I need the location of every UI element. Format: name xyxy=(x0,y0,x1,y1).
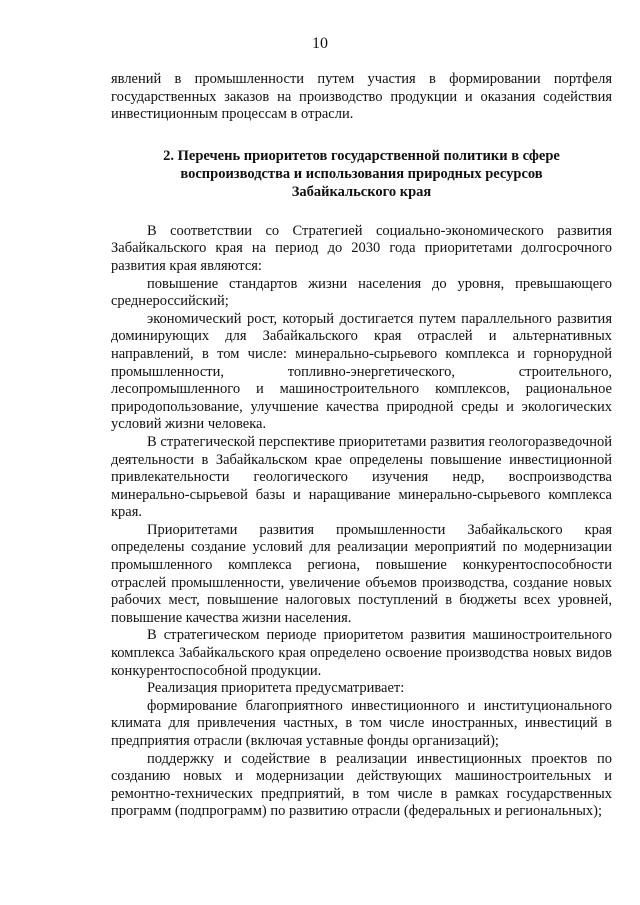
paragraph-implementation: Реализация приоритета предусматривает: xyxy=(147,680,405,697)
intro-paragraph: явлений в промышленности путем участия в формировании портфеля государственных заказов на производство продукции и оказания содействия инвестиционным процессам в отрасли. xyxy=(111,71,612,123)
section-heading-line-3: Забайкальского края xyxy=(291,183,432,200)
paragraph-geological-exploration: В стратегической перспективе приоритетами развития геологоразведочной деятельности в Забайкальском крае определены повышение инвестиционной привлекательности геологического изучения недр, воспроизводства минерально-сырьевой базы и наращивание минерально-сырьевого комплекса края. xyxy=(111,433,612,521)
document-body xyxy=(111,71,612,821)
paragraph-strategy: В соответствии со Стратегией социально-экономического развития Забайкальского края на период до 2030 года приоритетами долгосрочного развития края являются: xyxy=(111,222,612,274)
section-heading-line-2: воспроизводства и использования природных ресурсов xyxy=(180,165,543,182)
paragraph-living-standards: повышение стандартов жизни населения до уровня, превышающего среднероссийский; xyxy=(111,275,612,310)
section-heading-line-1: 2. Перечень приоритетов государственной политики в сфере xyxy=(163,147,560,164)
paragraph-investment-projects: поддержку и содействие в реализации инвестиционных проектов по созданию новых и модернизации действующих машиностроительных и ремонтно-технических предприятий, в том числе в рамках государственных программ (подпрограмм) по развитию отрасли (федеральных и региональных); xyxy=(111,750,612,820)
section-heading xyxy=(111,147,612,201)
paragraph-industry-priorities: Приоритетами развития промышленности Забайкальского края определены создание условий для реализации мероприятий по модернизации промышленного комплекса региона, повышение конкурентоспособности отраслей промышленности, увеличение объемов производства, создание новых рабочих мест, повышение налоговых поступлений в бюджеты всех уровней, повышение качества жизни населения. xyxy=(111,521,612,626)
paragraph-machine-building: В стратегическом периоде приоритетом развития машиностроительного комплекса Забайкальского края определено освоение производства новых видов конкурентоспособной продукции. xyxy=(111,627,612,679)
page-number: 10 xyxy=(312,35,328,52)
paragraph-economic-growth: экономический рост, который достигается путем параллельного развития доминирующих для Забайкальского края отраслей и альтернативных направлений, в том числе: минерально-сырьевого комплекса и горнорудной промышленности, топливно-энергетического, строительного, лесопромышленного и машиностроительного комплексов, рациональное природопользование, улучшение качества природной среды и экологических условий жизни человека. xyxy=(111,310,612,433)
paragraph-investment-climate: формирование благоприятного инвестиционного и институционального климата для привлечения частных, в том числе иностранных, инвестиций в предприятия отрасли (включая уставные фонды организаций); xyxy=(111,697,612,749)
